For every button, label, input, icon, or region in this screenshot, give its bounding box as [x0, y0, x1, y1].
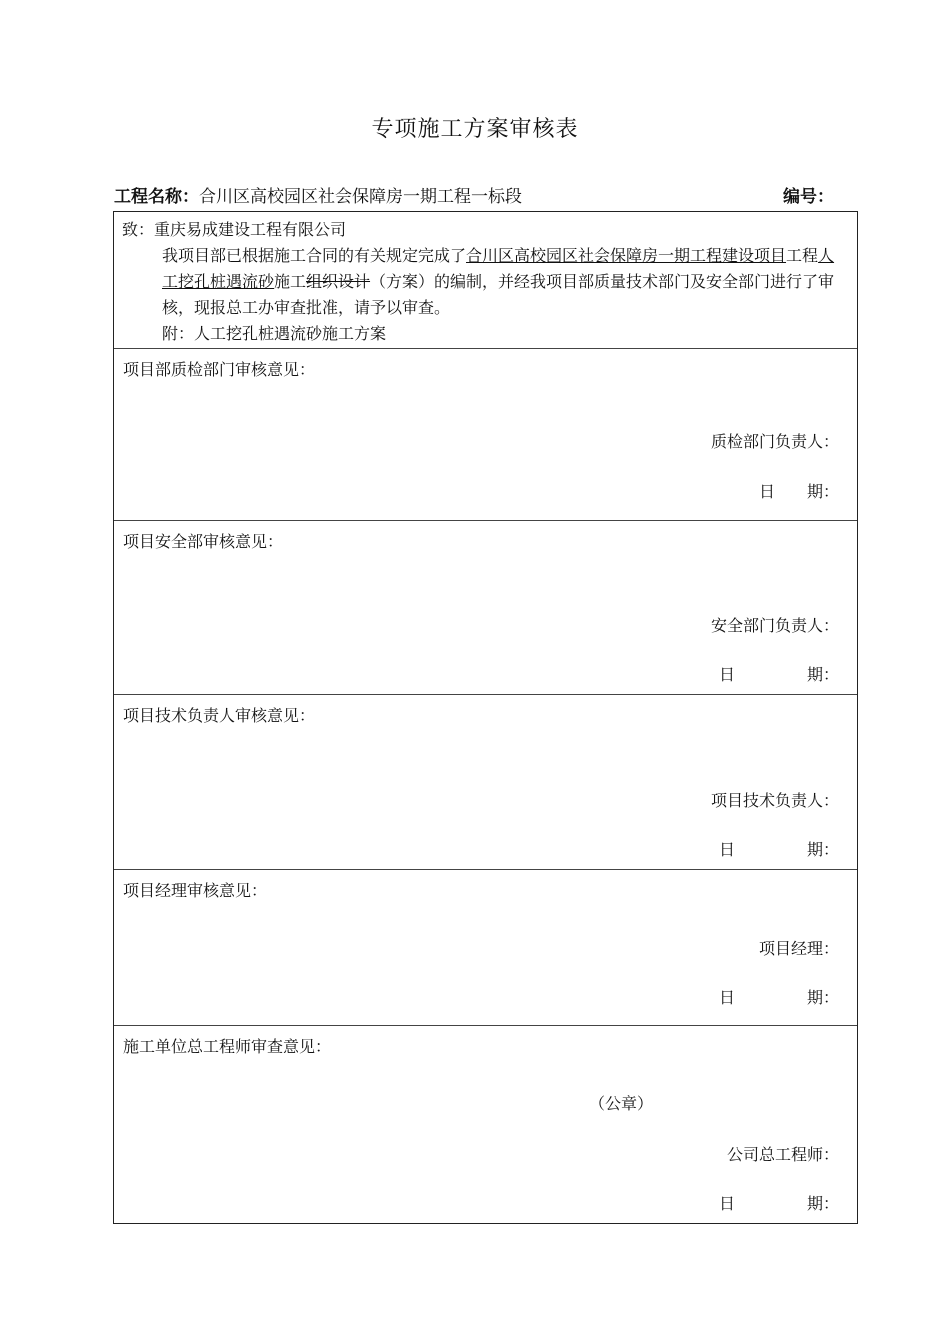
section-title[interactable]: 施工单位总工程师审查意见： [123, 1037, 332, 1056]
addressee: 致：重庆易成建设工程有限公司 [122, 220, 347, 239]
date-label-day: 日 [719, 1194, 736, 1213]
page-title: 专项施工方案审核表 [371, 117, 579, 142]
date-label-day: 日 [719, 665, 736, 684]
statement-project-underlined: 合川区高校园区社会保障房一期工程建设项目 [466, 246, 787, 265]
chief-engineer-review-section [114, 1025, 857, 1223]
statement-text-3: 施工 [274, 272, 307, 291]
section-title[interactable]: 项目部质检部门审核意见： [123, 360, 316, 379]
attachment-line: 附：人工挖孔桩遇流砂施工方案 [162, 324, 387, 343]
technical-review-section [114, 694, 857, 869]
section-title[interactable]: 项目经理审核意见： [123, 881, 268, 900]
qc-review-section [114, 348, 857, 520]
submission-statement [114, 212, 857, 348]
date-label-period[interactable]: 期： [806, 665, 839, 684]
section-title[interactable]: 项目技术负责人审核意见： [123, 706, 316, 725]
company-seal-label: （公章） [589, 1094, 654, 1113]
project-name-value: 合川区高校园区社会保障房一期工程一标段 [199, 187, 522, 207]
signer-label[interactable]: 项目经理： [758, 939, 839, 958]
project-name-label: 工程名称： [114, 187, 199, 207]
date-label-day: 日 [719, 988, 736, 1007]
manager-review-section [114, 869, 857, 1025]
review-form [113, 211, 858, 1224]
date-label-period[interactable]: 期： [806, 1194, 839, 1213]
date-label-period[interactable]: 期： [806, 840, 839, 859]
safety-review-section [114, 520, 857, 694]
date-label-day: 日 [759, 482, 776, 501]
statement-text-2: 工程 [786, 246, 819, 265]
section-title[interactable]: 项目安全部审核意见： [123, 532, 284, 551]
form-header [114, 182, 834, 206]
signer-label[interactable]: 项目技术负责人： [710, 791, 839, 810]
signer-label[interactable]: 质检部门负责人： [710, 432, 839, 451]
serial-number-label: 编号： [783, 187, 834, 207]
statement-body [122, 243, 849, 321]
statement-text-4: （方案）的编制，并经我项目部质量技术部门及安全部门进行了审核，现报总工办审查批准，请予以审查。 [162, 272, 835, 317]
date-label-period[interactable]: 期： [806, 482, 839, 501]
statement-topic-underlined: 人工挖孔桩遇流砂 [162, 246, 835, 291]
signer-label[interactable]: 安全部门负责人： [710, 616, 839, 635]
signer-label[interactable]: 公司总工程师： [726, 1145, 839, 1164]
statement-struck-text: 组织设计 [306, 272, 371, 291]
statement-text-1: 我项目部已根据施工合同的有关规定完成了 [162, 246, 467, 265]
date-label-day: 日 [719, 840, 736, 859]
date-label-period[interactable]: 期： [806, 988, 839, 1007]
